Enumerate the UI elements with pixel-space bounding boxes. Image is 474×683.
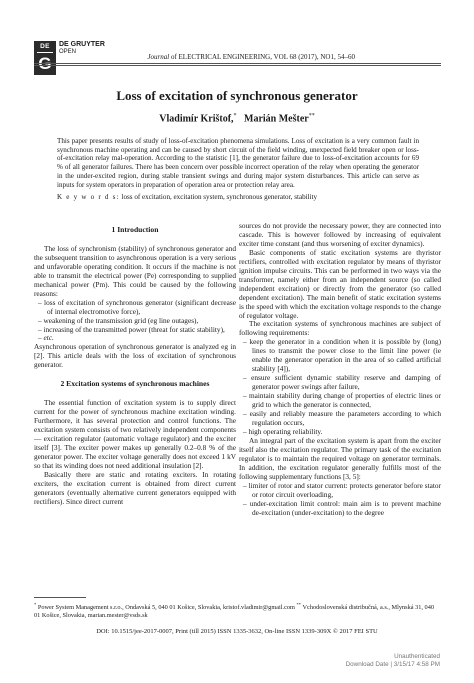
abstract: This paper presents results of study of loss-of-excitation phenomena simulations. Loss of excitation is a very common fault in synchronous machine operating and can be caused by short circuit of the field winding, unexpected field breaker open or loss-of-excitation relay mal-operation. According to the statistic [1], the generator failure due to loss-of-excitation accounts for 69 % of all generator failures. There has been concern over possible incorrect operation of the relay when operating the generator in the under-excited region, during stable transient swings and during major system disturbances. This article can serve as inputs for system operators in preparation of operation area or protection relay area. <box>57 137 419 189</box>
logo-divider <box>37 52 53 53</box>
intro-paragraph-1: The loss of synchronism (stability) of synchronous generator and the subsequent transition to asynchronous operation is a very serious and unfavorable operating condition. It occurs if the machine is not able to transmit the electrical power (Pe) corresponding to supplied mechanical power (Pm). This could be caused by the following reasons: <box>34 243 236 298</box>
list-item: – etc. <box>38 333 54 343</box>
authors <box>0 113 474 124</box>
list-item: – maintain stability during change of properties of electric lines or grid to which the generator is connected, <box>243 391 441 410</box>
right-paragraph-2: Basic components of static excitation systems are thyristor rectifiers, controlled with excitation regulator by means of thyristor ignition impulse circuits. This can be performed in two ways via the transformer, namely either from an independent source (so called independent excitation) or directly from the generator (so called dependent excitation). The main benefit of static excitation systems is the speed with which the excitation voltage responds to the change of regulator voltage. <box>239 247 441 320</box>
list-item: – easily and reliably measure the parameters according to which regulation occurs, <box>243 409 441 427</box>
journal-info <box>147 53 355 61</box>
intro-paragraph-2: Asynchronous operation of synchronous generator is analyzed eg in [2]. This article deals with the loss of excitation of synchronous generator. <box>34 342 236 370</box>
list-item: – high operating reliability. <box>243 426 323 436</box>
publisher-name: DE GRUYTER <box>59 41 105 48</box>
list-item: – weakening of the transmission grid (eg line outages), <box>38 315 199 325</box>
author-2-mark: ** <box>308 113 315 119</box>
footnote-affiliation-2: Vchodoslovenská distribučná, a.s., Mlynská 31, 040 01 Košice, Slovakia, marian.mester@vsds.sk <box>34 604 434 620</box>
list-item: – ensure sufficient dynamic stability reserve and damping of generator power swings after failure, <box>243 373 441 392</box>
header-rule <box>34 63 441 64</box>
doi-line: DOI: 10.1515/jee-2017-0007, Print (till 2015) ISSN 1335-3632, On-line ISSN 1339-309X © 2017 FEI STU <box>96 628 378 635</box>
author-2: Marián Mešter <box>244 113 309 125</box>
left-column <box>34 226 236 507</box>
download-stamp <box>346 653 440 669</box>
publisher-logo <box>34 41 56 75</box>
journal-details: of ELECTRICAL ENGINEERING, VOL 68 (2017), NO1, 54–60 <box>169 53 355 61</box>
list-item: – keep the generator in a condition when it is possible by (long) lines to transmit the power close to the limit line power (ie enable the generator operation in the area of so called artificial stability [4]), <box>243 337 441 374</box>
section-1-heading: 1 Introduction <box>111 225 159 234</box>
list-item: – under-excitation limit control: main aim is to prevent machine de-excitation (under-excitation) to the degree <box>243 498 441 517</box>
keywords <box>57 193 419 202</box>
right-column <box>239 222 441 517</box>
right-paragraph-4: An integral part of the excitation system is apart from the exciter itself also the excitation regulator. The primary task of the excitation regulator is to maintain the required voltage on generator terminals. In addition, the excitation regulator generally fulfills most of the following supplementary functions [3, 5]: <box>239 435 441 481</box>
author-1: Vladimír Krištof, <box>159 113 234 125</box>
right-paragraph-3: The excitation systems of synchronous machines are subject of following requirements: <box>239 319 441 338</box>
publisher-name-block <box>59 41 105 56</box>
logo-top-text: DE <box>40 43 50 50</box>
footnote <box>34 601 441 621</box>
download-status: Unauthenticated <box>394 653 440 660</box>
list-item: – loss of excitation of synchronous generator (significant decrease of internal electromotive force), <box>38 297 236 316</box>
footnote-affiliation-1: Power System Management s.r.o., Ondavská 5, 040 01 Košice, Slovakia, kristof.vladimir@gmail.com <box>36 604 297 612</box>
author-1-mark: * <box>233 113 237 119</box>
list-item: – increasing of the transmitted power (threat for static stability), <box>38 324 225 334</box>
header-rule-secondary <box>34 65 441 66</box>
publisher-sub: OPEN <box>59 49 77 55</box>
keywords-text: loss of excitation, excitation system, synchronous generator, stability <box>119 193 318 201</box>
footnote-mark-1: * <box>34 602 37 607</box>
section-2-paragraph-1: The essential function of excitation system is to supply direct current for the power of synchronous machine excitation winding. Furthermore, it has several protection and control functions. The excitation system consists of two relatively independent components — excitation regulator (automatic voltage regulator) and the exciter itself [3]. The exciter power makes up generally 0.2–0.8 % of the generator power. The exciter voltage generally does not exceed 1 kV so that its winding does not need additional insulation [2]. <box>34 398 236 470</box>
section-2-paragraph-2: Basically there are static and rotating exciters. In rotating exciters, the excitation current is obtained from direct current generators (eventually alternative current generators equipped with rectifiers). Since direct current <box>34 469 236 506</box>
list-item: – limiter of rotor and stator current: protects generator before stator or rotor circuit overloading, <box>243 480 441 499</box>
footnote-rule <box>34 597 86 598</box>
journal-word: Journal <box>147 53 170 61</box>
keywords-label: K e y w o r d s: <box>57 193 120 201</box>
section-2-heading: 2 Excitation systems of synchronous machines <box>60 379 210 389</box>
right-paragraph-1: sources do not provide the necessary power, they are connected into cascade. This is however followed by increasing of equivalent exciter time constant (and thus worsening of exciter dynamics). <box>239 221 441 248</box>
footnote-mark-2: ** <box>296 602 302 607</box>
download-date: Download Date | 3/15/17 4:58 PM <box>345 661 440 668</box>
paper-title: Loss of excitation of synchronous generator <box>116 88 358 103</box>
